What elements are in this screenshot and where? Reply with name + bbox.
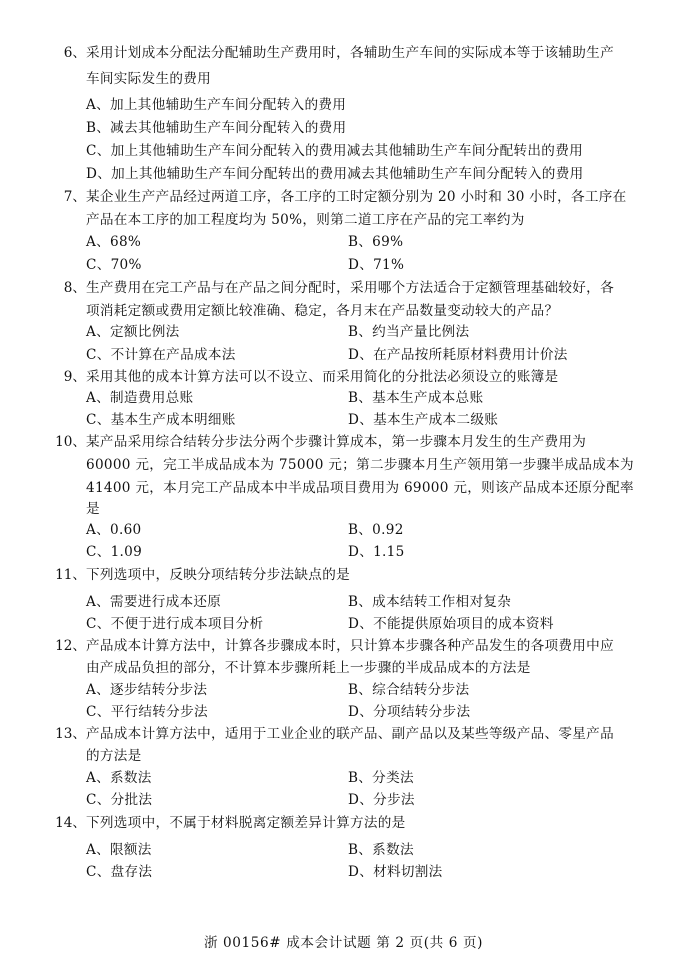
- option-c: C、分批法: [86, 792, 153, 808]
- option-a: A、制造费用总账: [86, 390, 194, 406]
- option-a: A、逐步结转分步法: [86, 682, 208, 698]
- question-text: 项消耗定额或费用定额比较准确、稳定，各月末在产品数量变动较大的产品？: [86, 303, 559, 319]
- question-text: 采用计划成本分配法分配辅助生产费用时，各辅助生产车间的实际成本等于该辅助生产: [86, 45, 614, 61]
- option-c: C、盘存法: [86, 864, 153, 880]
- question-number: 13、: [55, 726, 86, 742]
- question-text: 是: [86, 501, 100, 517]
- option-d: D、1.15: [348, 544, 405, 560]
- option-d: D、加上其他辅助生产车间分配转出的费用减去其他辅助生产车间分配转入的费用: [86, 166, 584, 182]
- option-c: C、基本生产成本明细账: [86, 412, 236, 428]
- option-d: D、材料切割法: [348, 864, 443, 880]
- option-b: B、系数法: [348, 842, 414, 858]
- option-a: A、68%: [86, 234, 142, 250]
- option-d: D、基本生产成本二级账: [348, 412, 499, 428]
- question-text: 产品成本计算方法中，计算各步骤成本时，只计算本步骤各种产品发生的各项费用中应: [86, 638, 614, 654]
- question-text: 下列选项中，反映分项结转分步法缺点的是: [86, 567, 350, 583]
- option-d: D、分步法: [348, 792, 415, 808]
- question-text: 41400 元，本月完工产品成本中半成品项目费用为 69000 元，则该产品成本还原分配率: [86, 480, 634, 496]
- question-text: 某企业生产产品经过两道工序，各工序的工时定额分别为 20 小时和 30 小时，各工序在: [86, 189, 627, 205]
- question-number: 6、: [63, 45, 86, 61]
- option-c: C、70%: [86, 257, 142, 273]
- option-c: C、1.09: [86, 544, 143, 560]
- question-number: 14、: [55, 815, 86, 831]
- question-text: 某产品采用综合结转分步法分两个步骤计算成本，第一步骤本月发生的生产费用为: [86, 434, 587, 450]
- option-b: B、0.92: [348, 522, 404, 538]
- option-a: A、定额比例法: [86, 324, 180, 340]
- question-text: 车间实际发生的费用: [86, 71, 212, 87]
- option-c: C、不计算在产品成本法: [86, 347, 236, 363]
- question-text: 的方法是: [86, 748, 142, 764]
- question-text: 产品在本工序的加工程度均为 50%，则第二道工序在产品的完工率约为: [86, 212, 525, 228]
- option-d: D、在产品按所耗原材料费用计价法: [348, 347, 568, 363]
- option-b: B、综合结转分步法: [348, 682, 470, 698]
- question-number: 12、: [55, 638, 86, 654]
- option-a: A、需要进行成本还原: [86, 594, 222, 610]
- question-text: 由产成品负担的部分，不计算本步骤所耗上一步骤的半成品成本的方法是: [86, 660, 531, 676]
- question-text: 生产费用在完工产品与在产品之间分配时，采用哪个方法适合于定额管理基础较好，各: [86, 280, 614, 296]
- option-b: B、成本结转工作相对复杂: [348, 594, 512, 610]
- option-b: B、基本生产成本总账: [348, 390, 484, 406]
- option-b: B、69%: [348, 234, 404, 250]
- question-number: 8、: [63, 280, 86, 296]
- option-c: C、不便于进行成本项目分析: [86, 616, 264, 632]
- option-a: A、加上其他辅助生产车间分配转入的费用: [86, 97, 347, 113]
- option-a: A、0.60: [86, 522, 142, 538]
- question-number: 7、: [63, 189, 86, 205]
- option-d: D、不能提供原始项目的成本资料: [348, 616, 554, 632]
- option-a: A、系数法: [86, 770, 152, 786]
- question-text: 产品成本计算方法中，适用于工业企业的联产品、副产品以及某些等级产品、零星产品: [86, 726, 614, 742]
- question-text: 采用其他的成本计算方法可以不设立、而采用简化的分批法必须设立的账簿是: [86, 369, 559, 385]
- page-footer: 浙 00156# 成本会计试题 第 2 页(共 6 页): [203, 935, 484, 951]
- option-b: B、约当产量比例法: [348, 324, 470, 340]
- option-b: B、减去其他辅助生产车间分配转入的费用: [86, 120, 347, 136]
- option-d: D、分项结转分步法: [348, 704, 471, 720]
- question-number: 10、: [55, 434, 86, 450]
- option-d: D、71%: [348, 257, 405, 273]
- question-text: 下列选项中，不属于材料脱离定额差异计算方法的是: [86, 815, 406, 831]
- option-a: A、限额法: [86, 842, 152, 858]
- option-c: C、平行结转分步法: [86, 704, 208, 720]
- option-b: B、分类法: [348, 770, 414, 786]
- question-text: 60000 元，完工半成品成本为 75000 元；第二步骤本月生产领用第一步骤半成品成本为: [86, 457, 634, 473]
- question-number: 9、: [63, 369, 86, 385]
- option-c: C、加上其他辅助生产车间分配转入的费用减去其他辅助生产车间分配转出的费用: [86, 143, 583, 159]
- question-number: 11、: [55, 567, 86, 583]
